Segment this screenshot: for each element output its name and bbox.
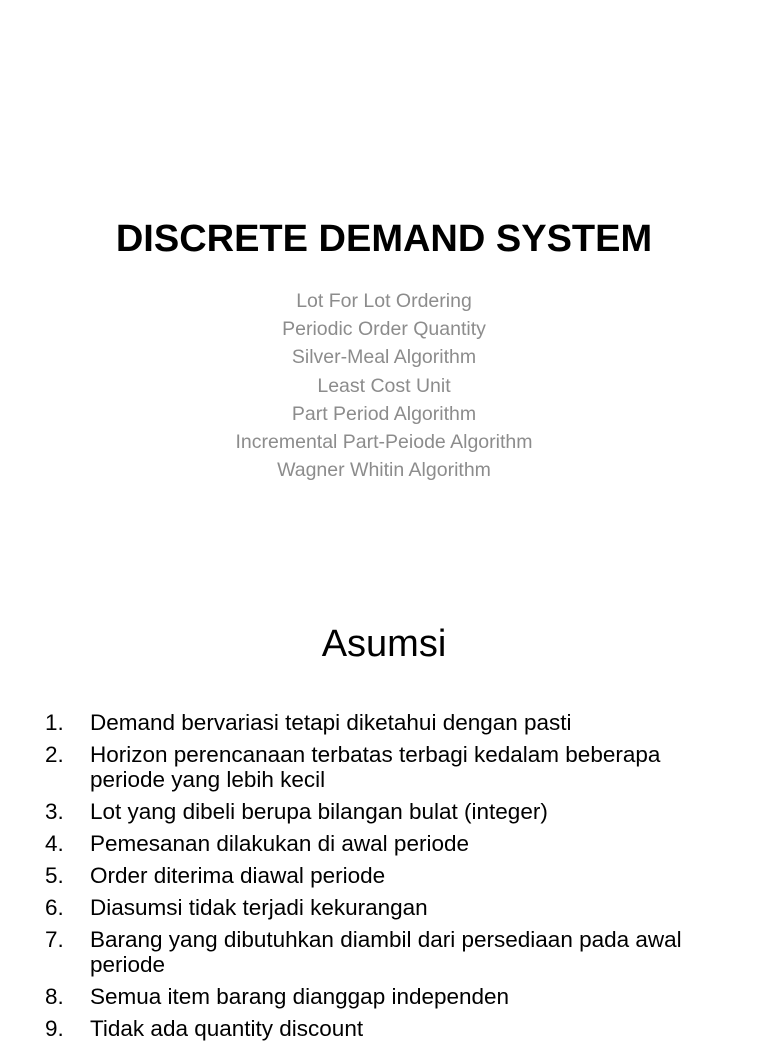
- item-text: Pemesanan dilakukan di awal periode: [90, 831, 469, 856]
- assumption-item: [40, 927, 730, 977]
- item-number: 1.: [45, 710, 64, 735]
- assumption-list: [40, 710, 730, 1048]
- method-item: Periodic Order Quantity: [282, 318, 486, 341]
- item-text: Lot yang dibeli berupa bilangan bulat (integer): [90, 799, 548, 824]
- assumption-item: [40, 984, 730, 1009]
- method-item: Least Cost Unit: [317, 374, 451, 397]
- method-item: Wagner Whitin Algorithm: [277, 459, 491, 482]
- assumption-item: [40, 799, 730, 824]
- slide-title: DISCRETE DEMAND SYSTEM: [115, 218, 653, 260]
- item-text: Diasumsi tidak terjadi kekurangan: [90, 895, 428, 920]
- item-number: 5.: [45, 863, 64, 888]
- method-item: Lot For Lot Ordering: [296, 290, 472, 312]
- item-number: 2.: [45, 742, 64, 767]
- method-item: Incremental Part-Peiode Algorithm: [235, 431, 533, 454]
- item-text: Tidak ada quantity discount: [90, 1016, 364, 1041]
- assumption-item: [40, 895, 730, 920]
- assumption-item: [40, 1016, 730, 1041]
- item-text: Demand bervariasi tetapi diketahui dengan pasti: [90, 710, 572, 735]
- item-text: Order diterima diawal periode: [90, 863, 386, 888]
- method-list: [0, 287, 768, 484]
- assumption-item: [40, 831, 730, 856]
- item-number: 7.: [45, 927, 64, 952]
- item-text: Horizon perencanaan terbatas terbagi kedalam beberapa periode yang lebih kecil: [90, 742, 661, 792]
- slide-asumsi: [0, 576, 768, 1041]
- item-number: 3.: [45, 799, 64, 824]
- item-text: Barang yang dibutuhkan diambil dari persediaan pada awal periode: [90, 927, 682, 977]
- assumption-item: [40, 863, 730, 888]
- slide-title: Asumsi: [321, 623, 447, 665]
- item-number: 6.: [45, 895, 64, 920]
- item-number: 4.: [45, 831, 64, 856]
- method-item: Silver-Meal Algorithm: [291, 346, 477, 369]
- assumption-item: [40, 742, 730, 792]
- item-number: 9.: [45, 1016, 64, 1041]
- item-number: 8.: [45, 984, 64, 1009]
- assumption-item: [40, 710, 730, 735]
- method-item: Part Period Algorithm: [291, 402, 477, 425]
- item-text: Semua item barang dianggap independen: [90, 984, 510, 1009]
